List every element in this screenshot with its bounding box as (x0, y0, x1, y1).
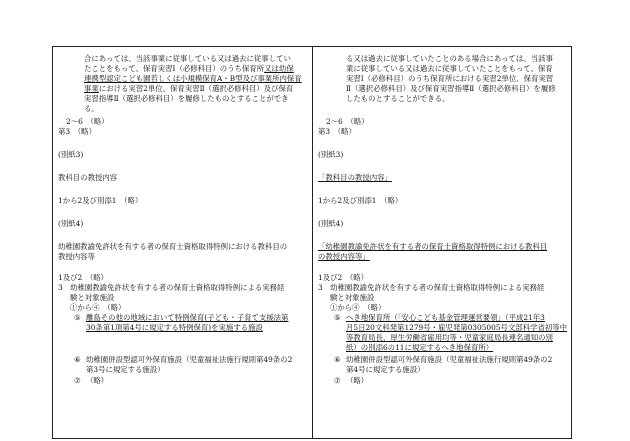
list-item: 第3号に規定する施設） (86, 365, 165, 374)
list-item-number: ⑤ (74, 313, 81, 322)
list-item: 30条第1項第4号に規定する特例保育)を実施する施設 (86, 323, 263, 332)
paragraph-line: したものとすることができる。 (346, 94, 450, 103)
list-item: 第4号に規定する施設） (346, 365, 425, 374)
list-item: ①から④ （略） (70, 303, 126, 312)
paragraph-line: 事業における実習2単位、保育実習Ⅱ（選択必修科目）及び保育 (84, 84, 294, 93)
attachment-title: 教授内容等 (58, 252, 95, 261)
attachment-title: 幼稚園教諭免許状を有する者の保育士資格取得特例における教科目の (58, 242, 288, 251)
section-heading: 験と対象施設 (330, 293, 375, 302)
paragraph-line: たことをもって、保育実習Ⅰ（必修科目）のうち保育所又は幼保 (84, 64, 294, 73)
list-item: ①から④ （略） (330, 303, 386, 312)
attachment-title: 「教科目の教授内容」 (318, 173, 392, 182)
underlined-insertion: 又は幼保 (264, 64, 294, 73)
list-item: 幼稚園併設型認可外保育施設（児童福祉法施行規則第49条の2 (346, 355, 553, 364)
list-item: （略） (346, 376, 369, 385)
paragraph-line: る又は過去に従事していたことのある場合にあっては、当該事 (346, 54, 553, 63)
list-item: 離島その他の地域において特例保育(子ども・子育て支援法第 (86, 313, 289, 322)
list-item-number: ⑤ (334, 313, 341, 322)
list-item: 月5日20文科発第1279号・雇児発第0305005号文部科学省初等中 (346, 323, 568, 332)
paragraph-line: 実習指導Ⅱ（選択必修科目）を履修したものとすることができ (84, 94, 289, 103)
list-item: （略） (86, 376, 109, 385)
list-item: 幼稚園併設型認可外保育施設（児童福祉法施行規則第49条の2 (86, 355, 293, 364)
section-heading: 3 幼稚園教諭免許状を有する者の保育士資格取得特例による実務経 (58, 283, 285, 292)
column-divider (312, 46, 313, 439)
paragraph-line: Ⅱ（選択必修科目）及び保育実習指導Ⅱ（選択必修科目）を履修 (346, 84, 556, 93)
list-item: へき地保育所（「安心こども基金管理運営要領」（平成21年3 (346, 313, 545, 322)
section-heading: 3 幼稚園教諭免許状を有する者の保育士資格取得特例による実務経 (318, 283, 545, 292)
attachment-title: 教科目の教授内容 (58, 173, 118, 182)
list-item-number: ⑥ (334, 355, 341, 364)
attachment-title: の教授内容等」 (318, 252, 370, 261)
attachment-label: (別紙4) (58, 219, 84, 228)
section-heading: 験と対象施設 (70, 293, 115, 302)
section-ref: 第3 （略） (318, 127, 356, 136)
list-item-number: ⑦ (74, 376, 81, 385)
section-ref: 1から2及び別添1 （略） (58, 196, 143, 205)
list-item: 紙）の別添6の11に規定するへき地保育所） (346, 343, 494, 352)
section-ref: 1及び2 （略） (318, 273, 369, 282)
list-item-number: ⑥ (74, 355, 81, 364)
paragraph-line: 合にあっては、当該事業に従事している又は過去に従事してい (84, 54, 291, 63)
attachment-title: 「幼稚園教諭免許状を有する者の保育士資格取得特例における教科目 (318, 242, 548, 251)
attachment-label: (別紙3) (318, 150, 344, 159)
paragraph-line: る。 (84, 104, 99, 113)
paragraph-line: 実習Ⅰ（必修科目）のうち保育所における実習2単位、保育実習 (346, 74, 554, 83)
section-ref: 1及び2 （略） (58, 273, 109, 282)
list-item: 等教育局長、厚生労働省雇用均等・児童家庭局長連名通知の別 (346, 333, 553, 342)
attachment-label: (別紙3) (58, 150, 84, 159)
section-ref: 2～6 （略） (326, 117, 369, 126)
list-item-number: ⑦ (334, 376, 341, 385)
attachment-label: (別紙4) (318, 219, 344, 228)
section-ref: 2～6 （略） (66, 117, 109, 126)
paragraph-line: 連携型認定こども園若しくは小規模保育A・B型及び事業所内保育 (84, 74, 302, 83)
section-ref: 1から2及び別添1 （略） (318, 196, 403, 205)
paragraph-line: 業に従事している又は過去に従事していたことをもって、保育 (346, 64, 553, 73)
section-ref: 第3 （略） (58, 127, 96, 136)
